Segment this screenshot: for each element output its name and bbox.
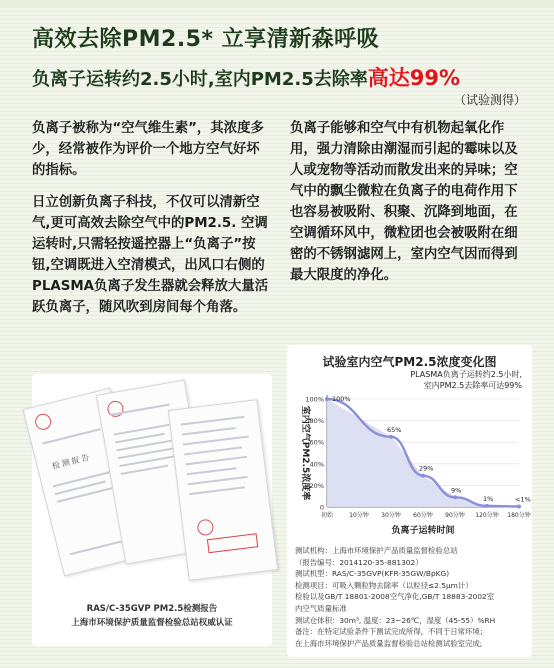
page-title: 高效去除PM2.5* 立享清新森呼吸	[32, 27, 380, 52]
x-tick-label: 180分钟	[507, 512, 531, 519]
test-info-line: 在上海市环境保护产品质量监督检验总站检测试验室完成;	[295, 638, 483, 648]
chart-title: 试验室内空气PM2.5浓度变化图	[322, 355, 497, 369]
y-tick-label: 40%	[309, 460, 324, 469]
data-point	[389, 435, 393, 439]
report-caption-model: RAS/C-35GVP PM2.5检测报告	[86, 604, 218, 614]
data-label: 100%	[332, 395, 351, 403]
data-label: 65%	[387, 425, 402, 434]
chart-annotation-line1: PLASMA负离子运转约2.5小时,	[410, 370, 522, 379]
test-info-line: （报告编号：2014120-35-881302）	[295, 557, 423, 567]
y-axis-title: 室内空气PM2.5浓度率	[300, 405, 310, 501]
subtitle-highlight: 高达99%	[367, 66, 460, 90]
x-tick-label: 90分钟	[445, 512, 465, 519]
y-tick-label: 80%	[309, 417, 324, 426]
pm25-line-chart	[287, 385, 532, 545]
paragraph-negative-ion-intro: 负离子被称为“空气维生素”，其浓度多少，经常被作为评价一个地方空气好坏的指标。	[32, 121, 264, 178]
x-axis-title: 负离子运转时间	[391, 526, 455, 536]
subtitle-text: 负离子运转约2.5小时,室内PM2.5去除率	[32, 69, 368, 90]
data-point	[517, 504, 521, 508]
report-doc-title: 检测报告	[51, 452, 93, 471]
stamp-icon	[33, 412, 52, 431]
data-point	[453, 495, 457, 499]
x-tick-label: 初始	[320, 512, 334, 519]
header-band	[0, 0, 554, 8]
y-tick-label: 20%	[309, 481, 324, 490]
test-info-line: 备注：在特定试验条件下测试完成所得，不同于日常环境；	[295, 627, 488, 637]
y-tick-label: 100%	[305, 395, 324, 404]
y-tick-label: 0	[319, 503, 324, 512]
data-label: <1%	[515, 495, 531, 504]
data-label: 1%	[483, 494, 494, 503]
data-point	[485, 504, 489, 508]
data-label: 9%	[451, 486, 462, 495]
test-info-line: 测试机型：RAS/C-35GVP(KFR-35GW/BpKG)	[295, 569, 450, 579]
test-info-line: 检测项目：可吸入颗粒物去除率（以粒径≤2.5μm计）	[295, 580, 473, 590]
test-info-line: 测试仓体积：30m³, 温度：23~26℃，湿度（45-55）%RH	[295, 615, 496, 625]
y-tick-label: 60%	[309, 438, 324, 447]
test-note: （试验测得）	[453, 93, 526, 107]
x-tick-label: 60分钟	[413, 512, 433, 519]
test-info-line: 内空气质量标准	[295, 603, 347, 613]
paragraph-hitachi-tech: 日立创新负离子科技，不仅可以清新空气,更可高效去除空气中的PM2.5. 空调运转时,只需轻按遥控器上“负离子”按钮,空调既进入空清模式，出风口右侧的PLASMA负离子发生器就会释放大量活跃负离子，随风吹到房间每个角落。	[32, 195, 269, 315]
stamp-icon	[106, 400, 125, 419]
data-point	[421, 474, 425, 478]
chart-annotation-line2: 室内PM2.5去除率可达99%	[423, 381, 522, 390]
x-tick-label: 120分钟	[475, 512, 499, 519]
report-documents-panel	[32, 374, 272, 646]
stamp-icon	[197, 519, 215, 537]
x-tick-label: 30分钟	[381, 512, 401, 519]
test-info-line: 测试机构：上海市环境保护产品质量监督检验总站	[295, 546, 458, 555]
pm25-chart-panel	[287, 345, 532, 657]
test-info	[295, 545, 527, 649]
highlight-box	[207, 533, 258, 553]
data-label: 29%	[419, 464, 434, 473]
paragraph-purification: 负离子能够和空气中有机物起氧化作用，强力清除由潮湿而引起的霉味以及人或宠物等活动而散发出来的异味；空气中的飘尘微粒在负离子的电荷作用下也容易被吸附、积聚、沉降到地面，在空调循环风中，微粒团也会被吸附在细密的不锈钢滤网上，室内空气因而得到最大限度的净化。	[290, 121, 518, 283]
report-caption-authority: 上海市环境保护质量监督检验总站权威认证	[71, 618, 233, 628]
page-subtitle	[32, 62, 460, 92]
data-point	[325, 397, 329, 401]
x-tick-label: 10分钟	[349, 512, 369, 519]
test-info-line: 检验以及GB/T 18801-2008空气净化,GB/T 18883-2002室	[295, 592, 495, 602]
